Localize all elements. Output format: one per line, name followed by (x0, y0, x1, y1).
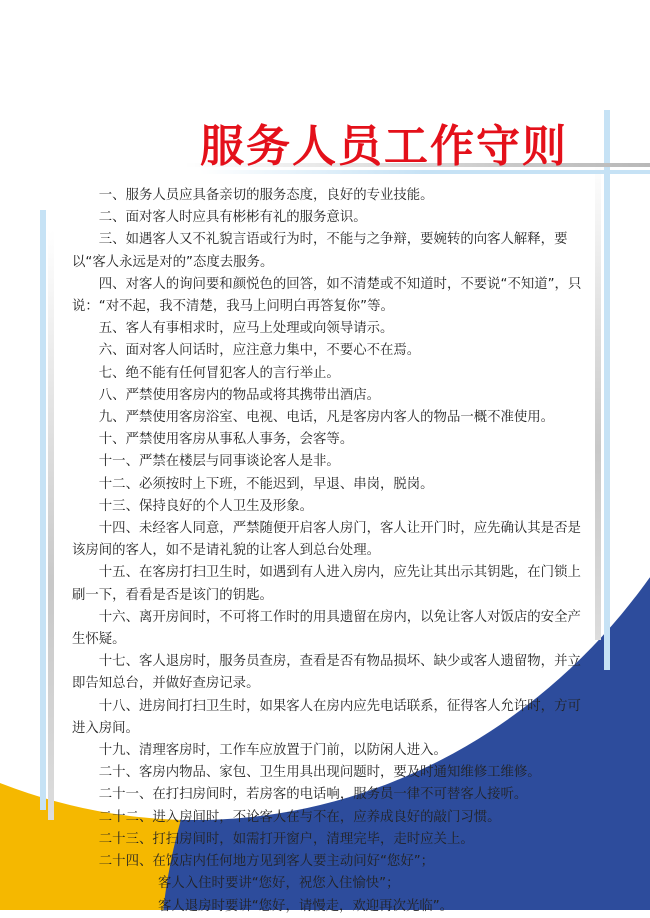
rule-5: 五、客人有事相求时，应马上处理或向领导请示。 (98, 321, 394, 337)
rule-6: 六、面对客人问话时，应注意力集中，不要心不在焉。 (98, 343, 421, 359)
rule-3: 三、如遇客人又不礼貌言语或行为时，不能与之争辩，要婉转的向客人解释，要以“客人永远是对的”态度去服务。 (72, 232, 568, 270)
rule-19: 十九、清理客房时，工作车应放置于门前，以防闲人进入。 (98, 743, 447, 759)
rule-12: 十二、必须按时上下班，不能迟到，早退、串岗，脱岗。 (98, 476, 434, 492)
rule-20: 二十、客房内物品、家包、卫生用具出现问题时，要及时通知维修工维修。 (98, 765, 541, 781)
rule-16: 十六、离开房间时，不可将工作时的用具遗留在房内，以免让客人对饭店的安全产生怀疑。 (72, 609, 581, 648)
rule-7: 七、绝不能有任何冒犯客人的言行举止。 (98, 365, 340, 381)
right-gray-rule (595, 160, 601, 640)
rule-13: 十三、保持良好的个人卫生及形象。 (98, 498, 314, 514)
rule-8: 八、严禁使用客房内的物品或将其携带出酒店。 (98, 387, 380, 403)
rule-18: 十八、进房间打扫卫生时，如果客人在房内应先电话联系，征得客人允许时，方可进入房间。 (72, 698, 581, 736)
left-blue-rule (40, 210, 46, 810)
rule-4: 四、对客人的询问要和颜悦色的回答，如不清楚或不知道时，不要说“不知道”，只说：“对不起，我不清楚，我马上问明白再答复你”等。 (72, 276, 582, 315)
page-title: 服务人员工作守则 (200, 121, 568, 172)
greeting-check-in: 客人入住时要讲“您好，祝您入住愉快”； (158, 876, 400, 892)
rule-22: 二十二、进入房间时，不论客人在与不在，应养成良好的敲门习惯。 (98, 809, 501, 825)
rule-21: 二十一、在打扫房间时，若房客的电话响，服务员一律不可替客人接听。 (98, 787, 528, 803)
rule-17: 十七、客人退房时，服务员查房，查看是否有物品损坏、缺少或客人遗留物，并立即告知总台，并做好查房记录。 (72, 654, 581, 692)
rule-14: 十四、未经客人同意，严禁随便开启客人房门，客人让开门时，应先确认其是否是该房间的客人，如不是请礼貌的让客人到总台处理。 (72, 521, 581, 559)
left-gray-rule (48, 230, 54, 820)
rule-15: 十五、在客房打扫卫生时，如遇到有人进入房内，应先让其出示其钥匙，在门锁上刷一下，看看是否是该门的钥匙。 (72, 565, 581, 603)
right-blue-rule (604, 110, 610, 670)
rules-list (72, 185, 592, 918)
rule-23: 二十三、打扫房间时，如需打开窗户，清理完毕，走时应关上。 (98, 831, 474, 847)
rule-24: 二十四、在饭店内任何地方见到客人要主动问好“您好”； (98, 854, 435, 870)
rule-10: 十、严禁使用客房从事私人事务，会客等。 (98, 432, 354, 448)
rule-1: 一、服务人员应具备亲切的服务态度，良好的专业技能。 (98, 188, 434, 203)
greeting-check-out: 客人退房时要讲“您好，请慢走，欢迎再次光临”。 (158, 898, 454, 914)
rule-2: 二、面对客人时应具有彬彬有礼的服务意识。 (98, 210, 367, 226)
rule-11: 十一、严禁在楼层与同事谈论客人是非。 (98, 454, 340, 470)
rule-9: 九、严禁使用客房浴室、电视、电话，凡是客房内客人的物品一概不准使用。 (98, 410, 555, 426)
